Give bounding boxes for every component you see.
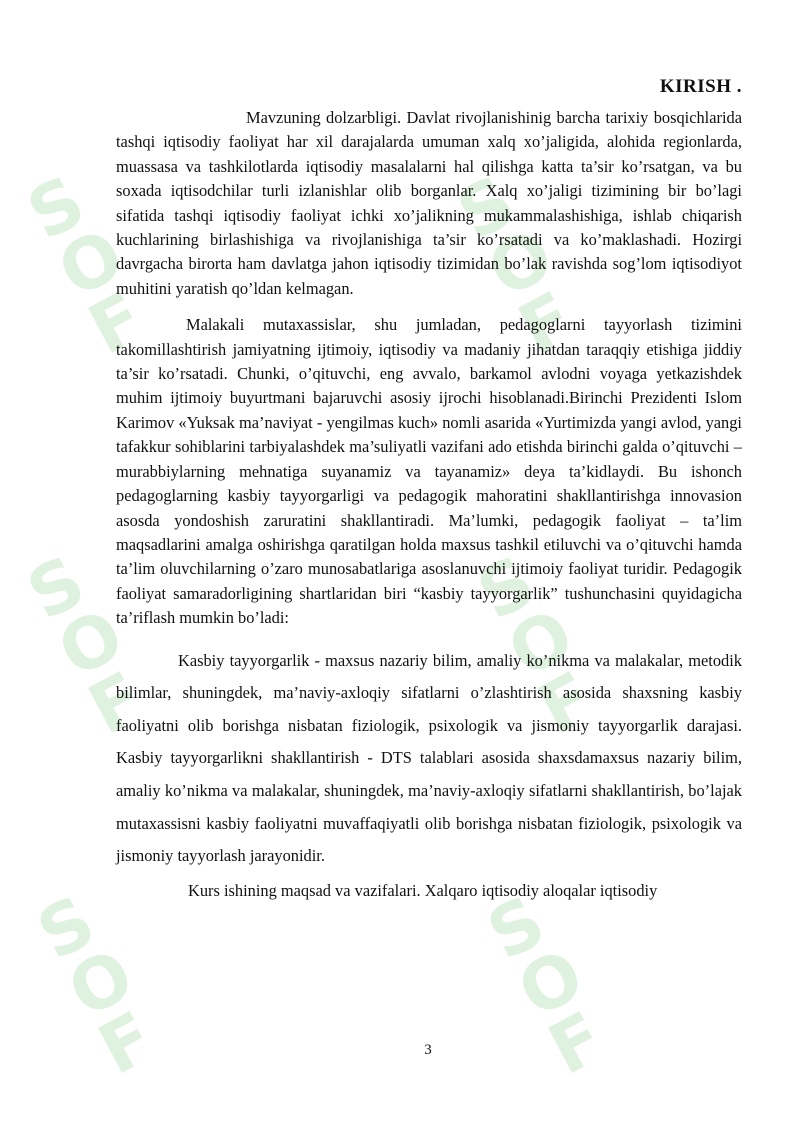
- svg-text:S: S: [464, 540, 548, 637]
- svg-text:O: O: [45, 593, 137, 694]
- paragraph-teacher-training: Malakali mutaxassislar, shu jumladan, pedagoglarni tayyorlash tizimini takomillashtirish jamiyatning ijtimoiy, iqtisodiy va madaniy jihatdan taraqqiy etishiga jiddiy ta’sir ko’rsatadi. Chunki, o’qituvchi, eng avvalo, barkamol avlodni voyaga yetkazishdek muhim ijtimoiy buyurtmani bajaruvchi asosiy ijrochi hisoblanadi.Birinchi Prezidenti Islom Karimov «Yuksak ma’naviyat - yengilmas kuch» nomli asarida «Yurtimizda yangi avlod, yangi tafakkur sohiblarini tarbiyalashdek ma’suliyatli vazifani ado etishda birinchi galda o’qituvchi – murabbiylarning mehnatiga suyanamiz va tayanamiz» deya ta’kidlaydi. Bu ishonch pedagoglarning kasbiy tayyorgarligi va pedagogik mahoratini shakllantirishga innovasion asosda yondoshish zaruratini shakllantiradi. Ma’lumki, pedagogik faoliyat – ta’lim maqsadlarini amalga oshirishga qaratilgan holda maxsus tashkil etiluvchi va o’qituvchi hamda ta’lim oluvchilarning o’zaro munosabatlariga asoslanuvchi ijtimoiy faoliyat turidir. Pedagogik faoliyat samaradorligining shartlaridan biri “kasbiy tayyorgarlik” tushunchasini quyidagicha ta’riflash mumkin bo’ladi:: [116, 315, 742, 628]
- svg-text:F: F: [535, 996, 617, 1091]
- svg-text:S: S: [474, 880, 558, 977]
- svg-text:O: O: [55, 933, 147, 1034]
- svg-text:F: F: [75, 276, 157, 371]
- page-number: 3: [424, 1042, 432, 1058]
- svg-text:O: O: [505, 933, 597, 1034]
- svg-text:F: F: [525, 656, 607, 751]
- svg-text:S: S: [444, 160, 528, 257]
- svg-text:O: O: [495, 593, 587, 694]
- paragraph-relevance: Mavzuning dolzarbligi. Davlat rivojlanishinig barcha tarixiy bosqichlarida tashqi iqtisodiy faoliyat har xil darajalarda umuman xalq xo’jaligida, alohida regionlarda, muassasa va tashkilotlarda iqtisodiy masalalarni hal qilishga katta ta’sir ko’rsatgan, va bu soxada iqtisodchilar turli izlanishlar olib borganlar. Xalq xo’jaligi tizimining bir bo’lagi sifatida tashqi iqtisodiy faoliyat ichki xo’jalikning mukammalashishiga, ishlab chiqarish kuchlarining birlashishiga va rivojlanishiga ta’sir ko’rsatadi va ko’maklashadi. Hozirgi davrgacha birorta ham davlatga jahon iqtisodiy tizimidan bo’lak ravishda sog’lom iqtisodiyot muhitini yaratish qo’ldan kelmagan.: [116, 108, 742, 298]
- svg-text:F: F: [505, 276, 587, 371]
- svg-text:F: F: [85, 996, 167, 1091]
- paragraph-goals: Kurs ishining maqsad va vazifalari. Xalqaro iqtisodiy aloqalar iqtisodiy: [188, 880, 658, 900]
- svg-text:F: F: [75, 656, 157, 751]
- svg-text:S: S: [14, 540, 98, 637]
- svg-text:O: O: [475, 213, 567, 314]
- svg-text:O: O: [45, 213, 137, 314]
- document-body: [116, 106, 742, 903]
- svg-text:S: S: [14, 160, 98, 257]
- svg-text:S: S: [24, 880, 108, 977]
- paragraph-definition: Kasbiy tayyorgarlik - maxsus nazariy bilim, amaliy ko’nikma va malakalar, metodik bilimlar, shuningdek, ma’naviy-axloqiy sifatlarni o’zlashtirish asosida shaxsning kasbiy faoliyatni olib borishga nisbatan fiziologik, psixologik va jismoniy tayyorgarlik darajasi. Kasbiy tayyorgarlikni shakllantirish - DTS talablari asosida shaxsdamaxsus nazariy bilim, amaliy ko’nikma va malakalar, shuningdek, ma’naviy-axloqiy sifatlarni shakllantirish, bo’lajak mutaxassisni kasbiy faoliyatni muvaffaqiyatli olib borishga nisbatan fiziologik, psixologik va jismoniy tayyorlash jarayonidir.: [116, 650, 742, 866]
- page-title: KIRISH .: [659, 76, 742, 97]
